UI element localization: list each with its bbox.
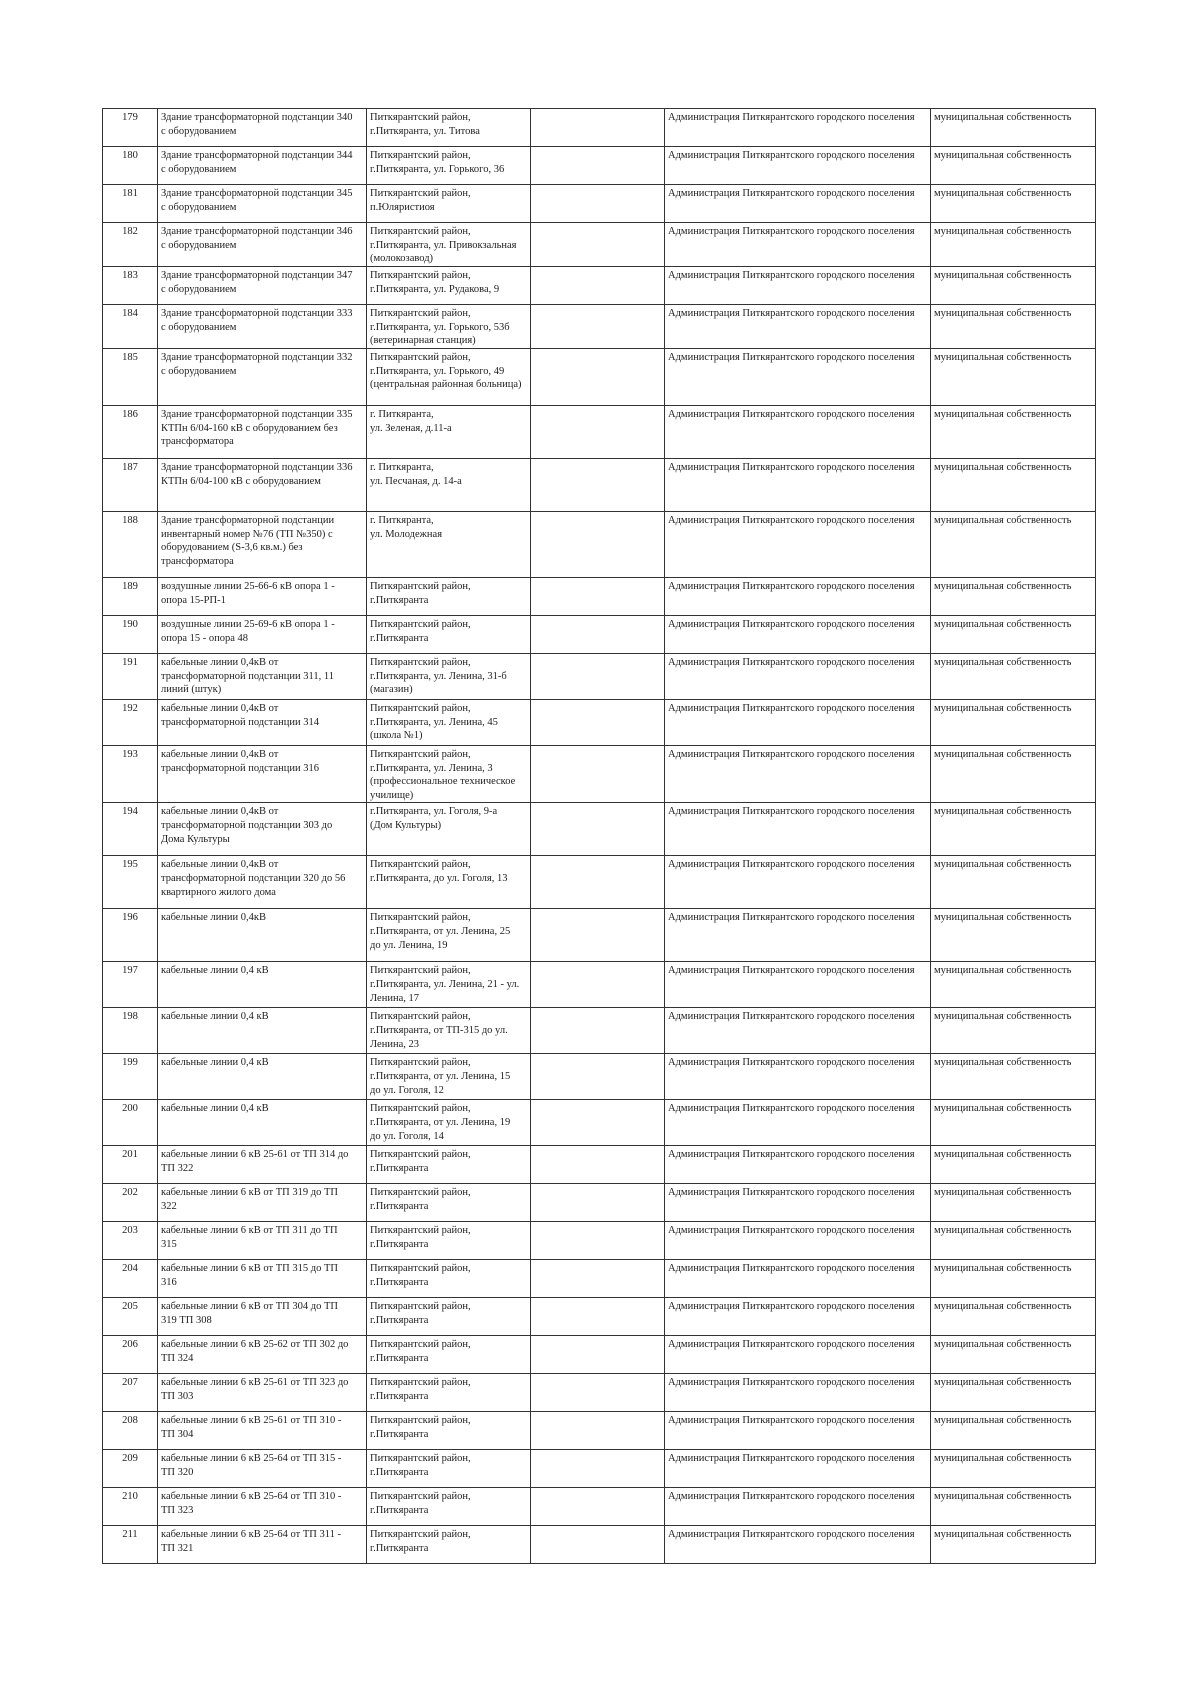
object-name-cell: Здание трансформаторной подстанции 333 с оборудованием xyxy=(158,305,367,349)
ownership-type-cell: муниципальная собственность xyxy=(931,267,1096,305)
object-name-cell: кабельные линии 0,4кВ от трансформаторной подстанции 316 xyxy=(158,746,367,803)
table-row xyxy=(103,1146,1096,1184)
object-name-cell: Здание трансформаторной подстанции 347 с оборудованием xyxy=(158,267,367,305)
address-cell: Питкярантский район, г.Питкяранта, ул. Горького, 53б (ветеринарная станция) xyxy=(367,305,531,349)
ownership-type-cell: муниципальная собственность xyxy=(931,1450,1096,1488)
ownership-type-cell: муниципальная собственность xyxy=(931,1412,1096,1450)
address-cell: Питкярантский район, г.Питкяранта xyxy=(367,1412,531,1450)
table-row xyxy=(103,803,1096,856)
table-row xyxy=(103,185,1096,223)
object-name-cell: кабельные линии 6 кВ 25-61 от ТП 310 - ТП 304 xyxy=(158,1412,367,1450)
ownership-type-cell: муниципальная собственность xyxy=(931,406,1096,459)
table-row xyxy=(103,223,1096,267)
rights-holder-cell: Администрация Питкярантского городского поселения xyxy=(665,185,931,223)
table-row xyxy=(103,578,1096,616)
address-cell: Питкярантский район, г.Питкяранта xyxy=(367,1184,531,1222)
address-cell: Питкярантский район, г.Питкяранта xyxy=(367,616,531,654)
rights-holder-cell: Администрация Питкярантского городского поселения xyxy=(665,1146,931,1184)
rights-holder-cell: Администрация Питкярантского городского поселения xyxy=(665,803,931,856)
rights-holder-cell: Администрация Питкярантского городского поселения xyxy=(665,459,931,512)
row-number-cell: 204 xyxy=(103,1260,158,1298)
ownership-type-cell: муниципальная собственность xyxy=(931,909,1096,962)
object-name-cell: кабельные линии 6 кВ 25-64 от ТП 311 - ТП 321 xyxy=(158,1526,367,1564)
row-number-cell: 210 xyxy=(103,1488,158,1526)
object-name-cell: воздушные линии 25-69-6 кВ опора 1 - опора 15 - опора 48 xyxy=(158,616,367,654)
rights-holder-cell: Администрация Питкярантского городского поселения xyxy=(665,1450,931,1488)
empty-cell xyxy=(531,1146,665,1184)
row-number-cell: 206 xyxy=(103,1336,158,1374)
address-cell: Питкярантский район, г.Питкяранта, ул. Ленина, 3 (профессиональное техническое училище) xyxy=(367,746,531,803)
empty-cell xyxy=(531,1450,665,1488)
ownership-type-cell: муниципальная собственность xyxy=(931,1374,1096,1412)
row-number-cell: 200 xyxy=(103,1100,158,1146)
empty-cell xyxy=(531,147,665,185)
rights-holder-cell: Администрация Питкярантского городского поселения xyxy=(665,1054,931,1100)
registry-table-body xyxy=(103,109,1096,1564)
address-cell: Питкярантский район, г.Питкяранта xyxy=(367,578,531,616)
empty-cell xyxy=(531,746,665,803)
row-number-cell: 190 xyxy=(103,616,158,654)
object-name-cell: Здание трансформаторной подстанции 335 КТПн 6/04-160 кВ с оборудованием без трансформатора xyxy=(158,406,367,459)
row-number-cell: 202 xyxy=(103,1184,158,1222)
empty-cell xyxy=(531,223,665,267)
empty-cell xyxy=(531,1526,665,1564)
object-name-cell: Здание трансформаторной подстанции 336 КТПн 6/04-100 кВ с оборудованием xyxy=(158,459,367,512)
rights-holder-cell: Администрация Питкярантского городского поселения xyxy=(665,349,931,406)
row-number-cell: 199 xyxy=(103,1054,158,1100)
address-cell: Питкярантский район, г.Питкяранта, от ТП-315 до ул. Ленина, 23 xyxy=(367,1008,531,1054)
ownership-type-cell: муниципальная собственность xyxy=(931,803,1096,856)
empty-cell xyxy=(531,305,665,349)
rights-holder-cell: Администрация Питкярантского городского поселения xyxy=(665,909,931,962)
ownership-type-cell: муниципальная собственность xyxy=(931,700,1096,746)
rights-holder-cell: Администрация Питкярантского городского поселения xyxy=(665,962,931,1008)
object-name-cell: кабельные линии 6 кВ 25-61 от ТП 323 до ТП 303 xyxy=(158,1374,367,1412)
address-cell: Питкярантский район, г.Питкяранта, ул. Рудакова, 9 xyxy=(367,267,531,305)
ownership-type-cell: муниципальная собственность xyxy=(931,1184,1096,1222)
table-row xyxy=(103,305,1096,349)
rights-holder-cell: Администрация Питкярантского городского поселения xyxy=(665,1222,931,1260)
table-row xyxy=(103,1450,1096,1488)
rights-holder-cell: Администрация Питкярантского городского поселения xyxy=(665,1008,931,1054)
rights-holder-cell: Администрация Питкярантского городского поселения xyxy=(665,578,931,616)
table-row xyxy=(103,1008,1096,1054)
ownership-type-cell: муниципальная собственность xyxy=(931,459,1096,512)
empty-cell xyxy=(531,1260,665,1298)
object-name-cell: Здание трансформаторной подстанции 332 с оборудованием xyxy=(158,349,367,406)
rights-holder-cell: Администрация Питкярантского городского поселения xyxy=(665,1412,931,1450)
rights-holder-cell: Администрация Питкярантского городского поселения xyxy=(665,654,931,700)
rights-holder-cell: Администрация Питкярантского городского поселения xyxy=(665,616,931,654)
table-row xyxy=(103,459,1096,512)
ownership-type-cell: муниципальная собственность xyxy=(931,1488,1096,1526)
table-row xyxy=(103,406,1096,459)
table-row xyxy=(103,616,1096,654)
object-name-cell: кабельные линии 0,4 кВ xyxy=(158,1008,367,1054)
empty-cell xyxy=(531,512,665,578)
ownership-type-cell: муниципальная собственность xyxy=(931,1526,1096,1564)
ownership-type-cell: муниципальная собственность xyxy=(931,654,1096,700)
object-name-cell: Здание трансформаторной подстанции инвентарный номер №76 (ТП №350) с оборудованием (S-3,6 кв.м.) без трансформатора xyxy=(158,512,367,578)
ownership-type-cell: муниципальная собственность xyxy=(931,1146,1096,1184)
address-cell: Питкярантский район, г.Питкяранта, от ул. Ленина, 15 до ул. Гоголя, 12 xyxy=(367,1054,531,1100)
rights-holder-cell: Администрация Питкярантского городского поселения xyxy=(665,1298,931,1336)
row-number-cell: 179 xyxy=(103,109,158,147)
address-cell: Питкярантский район, г.Питкяранта xyxy=(367,1298,531,1336)
ownership-type-cell: муниципальная собственность xyxy=(931,1100,1096,1146)
rights-holder-cell: Администрация Питкярантского городского поселения xyxy=(665,109,931,147)
ownership-type-cell: муниципальная собственность xyxy=(931,856,1096,909)
ownership-type-cell: муниципальная собственность xyxy=(931,1222,1096,1260)
address-cell: Питкярантский район, г.Питкяранта xyxy=(367,1146,531,1184)
empty-cell xyxy=(531,1488,665,1526)
address-cell: г.Питкяранта, ул. Гоголя, 9-а (Дом Культуры) xyxy=(367,803,531,856)
object-name-cell: Здание трансформаторной подстанции 344 с оборудованием xyxy=(158,147,367,185)
object-name-cell: кабельные линии 6 кВ от ТП 315 до ТП 316 xyxy=(158,1260,367,1298)
row-number-cell: 198 xyxy=(103,1008,158,1054)
address-cell: Питкярантский район, г.Питкяранта, ул. Титова xyxy=(367,109,531,147)
object-name-cell: кабельные линии 6 кВ 25-61 от ТП 314 до ТП 322 xyxy=(158,1146,367,1184)
object-name-cell: кабельные линии 6 кВ от ТП 319 до ТП 322 xyxy=(158,1184,367,1222)
row-number-cell: 185 xyxy=(103,349,158,406)
ownership-type-cell: муниципальная собственность xyxy=(931,1298,1096,1336)
ownership-type-cell: муниципальная собственность xyxy=(931,578,1096,616)
empty-cell xyxy=(531,459,665,512)
row-number-cell: 193 xyxy=(103,746,158,803)
table-row xyxy=(103,267,1096,305)
object-name-cell: кабельные линии 6 кВ от ТП 304 до ТП 319 ТП 308 xyxy=(158,1298,367,1336)
empty-cell xyxy=(531,109,665,147)
rights-holder-cell: Администрация Питкярантского городского поселения xyxy=(665,1184,931,1222)
ownership-type-cell: муниципальная собственность xyxy=(931,962,1096,1008)
empty-cell xyxy=(531,578,665,616)
ownership-type-cell: муниципальная собственность xyxy=(931,512,1096,578)
address-cell: Питкярантский район, г.Питкяранта xyxy=(367,1374,531,1412)
table-row xyxy=(103,856,1096,909)
table-row xyxy=(103,512,1096,578)
rights-holder-cell: Администрация Питкярантского городского поселения xyxy=(665,1260,931,1298)
table-row xyxy=(103,1260,1096,1298)
object-name-cell: кабельные линии 6 кВ 25-64 от ТП 315 - ТП 320 xyxy=(158,1450,367,1488)
row-number-cell: 186 xyxy=(103,406,158,459)
table-row xyxy=(103,1184,1096,1222)
address-cell: г. Питкяранта, ул. Зеленая, д.11-а xyxy=(367,406,531,459)
address-cell: Питкярантский район, г.Питкяранта, ул. Ленина, 45 (школа №1) xyxy=(367,700,531,746)
empty-cell xyxy=(531,406,665,459)
empty-cell xyxy=(531,1054,665,1100)
address-cell: Питкярантский район, г.Питкяранта, ул. Горького, 36 xyxy=(367,147,531,185)
row-number-cell: 191 xyxy=(103,654,158,700)
address-cell: Питкярантский район, г.Питкяранта, ул. Ленина, 21 - ул. Ленина, 17 xyxy=(367,962,531,1008)
row-number-cell: 205 xyxy=(103,1298,158,1336)
rights-holder-cell: Администрация Питкярантского городского поселения xyxy=(665,746,931,803)
empty-cell xyxy=(531,267,665,305)
empty-cell xyxy=(531,1100,665,1146)
ownership-type-cell: муниципальная собственность xyxy=(931,223,1096,267)
address-cell: г. Питкяранта, ул. Молодежная xyxy=(367,512,531,578)
table-row xyxy=(103,654,1096,700)
empty-cell xyxy=(531,962,665,1008)
empty-cell xyxy=(531,1336,665,1374)
rights-holder-cell: Администрация Питкярантского городского поселения xyxy=(665,223,931,267)
rights-holder-cell: Администрация Питкярантского городского поселения xyxy=(665,267,931,305)
address-cell: Питкярантский район, п.Юляристиоя xyxy=(367,185,531,223)
object-name-cell: Здание трансформаторной подстанции 345 с оборудованием xyxy=(158,185,367,223)
ownership-type-cell: муниципальная собственность xyxy=(931,746,1096,803)
row-number-cell: 182 xyxy=(103,223,158,267)
empty-cell xyxy=(531,349,665,406)
rights-holder-cell: Администрация Питкярантского городского поселения xyxy=(665,1100,931,1146)
table-row xyxy=(103,1488,1096,1526)
empty-cell xyxy=(531,909,665,962)
ownership-type-cell: муниципальная собственность xyxy=(931,616,1096,654)
rights-holder-cell: Администрация Питкярантского городского поселения xyxy=(665,1336,931,1374)
address-cell: Питкярантский район, г.Питкяранта, до ул. Гоголя, 13 xyxy=(367,856,531,909)
ownership-type-cell: муниципальная собственность xyxy=(931,1336,1096,1374)
address-cell: Питкярантский район, г.Питкяранта, ул. Привокзальная (молокозавод) xyxy=(367,223,531,267)
empty-cell xyxy=(531,1412,665,1450)
table-row xyxy=(103,1412,1096,1450)
object-name-cell: кабельные линии 0,4кВ xyxy=(158,909,367,962)
rights-holder-cell: Администрация Питкярантского городского поселения xyxy=(665,512,931,578)
object-name-cell: кабельные линии 0,4 кВ xyxy=(158,1100,367,1146)
table-row xyxy=(103,109,1096,147)
table-row xyxy=(103,1100,1096,1146)
empty-cell xyxy=(531,1222,665,1260)
empty-cell xyxy=(531,856,665,909)
row-number-cell: 211 xyxy=(103,1526,158,1564)
address-cell: Питкярантский район, г.Питкяранта, от ул. Ленина, 25 до ул. Ленина, 19 xyxy=(367,909,531,962)
row-number-cell: 184 xyxy=(103,305,158,349)
address-cell: Питкярантский район, г.Питкяранта, ул. Горького, 49 (центральная районная больница) xyxy=(367,349,531,406)
object-name-cell: кабельные линии 0,4кВ от трансформаторной подстанции 311, 11 линий (штук) xyxy=(158,654,367,700)
address-cell: Питкярантский район, г.Питкяранта, от ул. Ленина, 19 до ул. Гоголя, 14 xyxy=(367,1100,531,1146)
empty-cell xyxy=(531,1374,665,1412)
object-name-cell: Здание трансформаторной подстанции 346 с оборудованием xyxy=(158,223,367,267)
row-number-cell: 203 xyxy=(103,1222,158,1260)
object-name-cell: кабельные линии 0,4кВ от трансформаторной подстанции 303 до Дома Культуры xyxy=(158,803,367,856)
address-cell: Питкярантский район, г.Питкяранта, ул. Ленина, 31-б (магазин) xyxy=(367,654,531,700)
empty-cell xyxy=(531,185,665,223)
ownership-type-cell: муниципальная собственность xyxy=(931,109,1096,147)
row-number-cell: 195 xyxy=(103,856,158,909)
table-row xyxy=(103,700,1096,746)
row-number-cell: 197 xyxy=(103,962,158,1008)
rights-holder-cell: Администрация Питкярантского городского поселения xyxy=(665,305,931,349)
row-number-cell: 183 xyxy=(103,267,158,305)
table-row xyxy=(103,909,1096,962)
rights-holder-cell: Администрация Питкярантского городского поселения xyxy=(665,856,931,909)
rights-holder-cell: Администрация Питкярантского городского поселения xyxy=(665,1488,931,1526)
ownership-type-cell: муниципальная собственность xyxy=(931,147,1096,185)
row-number-cell: 196 xyxy=(103,909,158,962)
object-name-cell: кабельные линии 0,4 кВ xyxy=(158,962,367,1008)
address-cell: Питкярантский район, г.Питкяранта xyxy=(367,1222,531,1260)
table-row xyxy=(103,1222,1096,1260)
object-name-cell: воздушные линии 25-66-6 кВ опора 1 - опора 15-РП-1 xyxy=(158,578,367,616)
address-cell: Питкярантский район, г.Питкяранта xyxy=(367,1336,531,1374)
table-row xyxy=(103,746,1096,803)
address-cell: Питкярантский район, г.Питкяранта xyxy=(367,1526,531,1564)
object-name-cell: Здание трансформаторной подстанции 340 с оборудованием xyxy=(158,109,367,147)
address-cell: г. Питкяранта, ул. Песчаная, д. 14-а xyxy=(367,459,531,512)
row-number-cell: 208 xyxy=(103,1412,158,1450)
ownership-type-cell: муниципальная собственность xyxy=(931,1008,1096,1054)
property-registry-table xyxy=(102,108,1096,1564)
rights-holder-cell: Администрация Питкярантского городского поселения xyxy=(665,1374,931,1412)
table-row xyxy=(103,1374,1096,1412)
empty-cell xyxy=(531,616,665,654)
empty-cell xyxy=(531,1008,665,1054)
ownership-type-cell: муниципальная собственность xyxy=(931,1054,1096,1100)
rights-holder-cell: Администрация Питкярантского городского поселения xyxy=(665,700,931,746)
empty-cell xyxy=(531,1298,665,1336)
address-cell: Питкярантский район, г.Питкяранта xyxy=(367,1488,531,1526)
row-number-cell: 180 xyxy=(103,147,158,185)
table-row xyxy=(103,349,1096,406)
table-row xyxy=(103,962,1096,1008)
rights-holder-cell: Администрация Питкярантского городского поселения xyxy=(665,147,931,185)
ownership-type-cell: муниципальная собственность xyxy=(931,185,1096,223)
row-number-cell: 207 xyxy=(103,1374,158,1412)
row-number-cell: 188 xyxy=(103,512,158,578)
row-number-cell: 209 xyxy=(103,1450,158,1488)
table-row xyxy=(103,147,1096,185)
object-name-cell: кабельные линии 6 кВ 25-64 от ТП 310 - ТП 323 xyxy=(158,1488,367,1526)
ownership-type-cell: муниципальная собственность xyxy=(931,305,1096,349)
row-number-cell: 194 xyxy=(103,803,158,856)
ownership-type-cell: муниципальная собственность xyxy=(931,349,1096,406)
object-name-cell: кабельные линии 6 кВ 25-62 от ТП 302 до ТП 324 xyxy=(158,1336,367,1374)
table-row xyxy=(103,1298,1096,1336)
rights-holder-cell: Администрация Питкярантского городского поселения xyxy=(665,406,931,459)
empty-cell xyxy=(531,1184,665,1222)
address-cell: Питкярантский район, г.Питкяранта xyxy=(367,1450,531,1488)
ownership-type-cell: муниципальная собственность xyxy=(931,1260,1096,1298)
row-number-cell: 189 xyxy=(103,578,158,616)
table-row xyxy=(103,1526,1096,1564)
table-row xyxy=(103,1336,1096,1374)
object-name-cell: кабельные линии 0,4 кВ xyxy=(158,1054,367,1100)
row-number-cell: 192 xyxy=(103,700,158,746)
row-number-cell: 187 xyxy=(103,459,158,512)
row-number-cell: 201 xyxy=(103,1146,158,1184)
empty-cell xyxy=(531,700,665,746)
row-number-cell: 181 xyxy=(103,185,158,223)
object-name-cell: кабельные линии 0,4кВ от трансформаторной подстанции 314 xyxy=(158,700,367,746)
table-row xyxy=(103,1054,1096,1100)
object-name-cell: кабельные линии 6 кВ от ТП 311 до ТП 315 xyxy=(158,1222,367,1260)
rights-holder-cell: Администрация Питкярантского городского поселения xyxy=(665,1526,931,1564)
object-name-cell: кабельные линии 0,4кВ от трансформаторной подстанции 320 до 56 квартирного жилого дома xyxy=(158,856,367,909)
empty-cell xyxy=(531,803,665,856)
address-cell: Питкярантский район, г.Питкяранта xyxy=(367,1260,531,1298)
empty-cell xyxy=(531,654,665,700)
